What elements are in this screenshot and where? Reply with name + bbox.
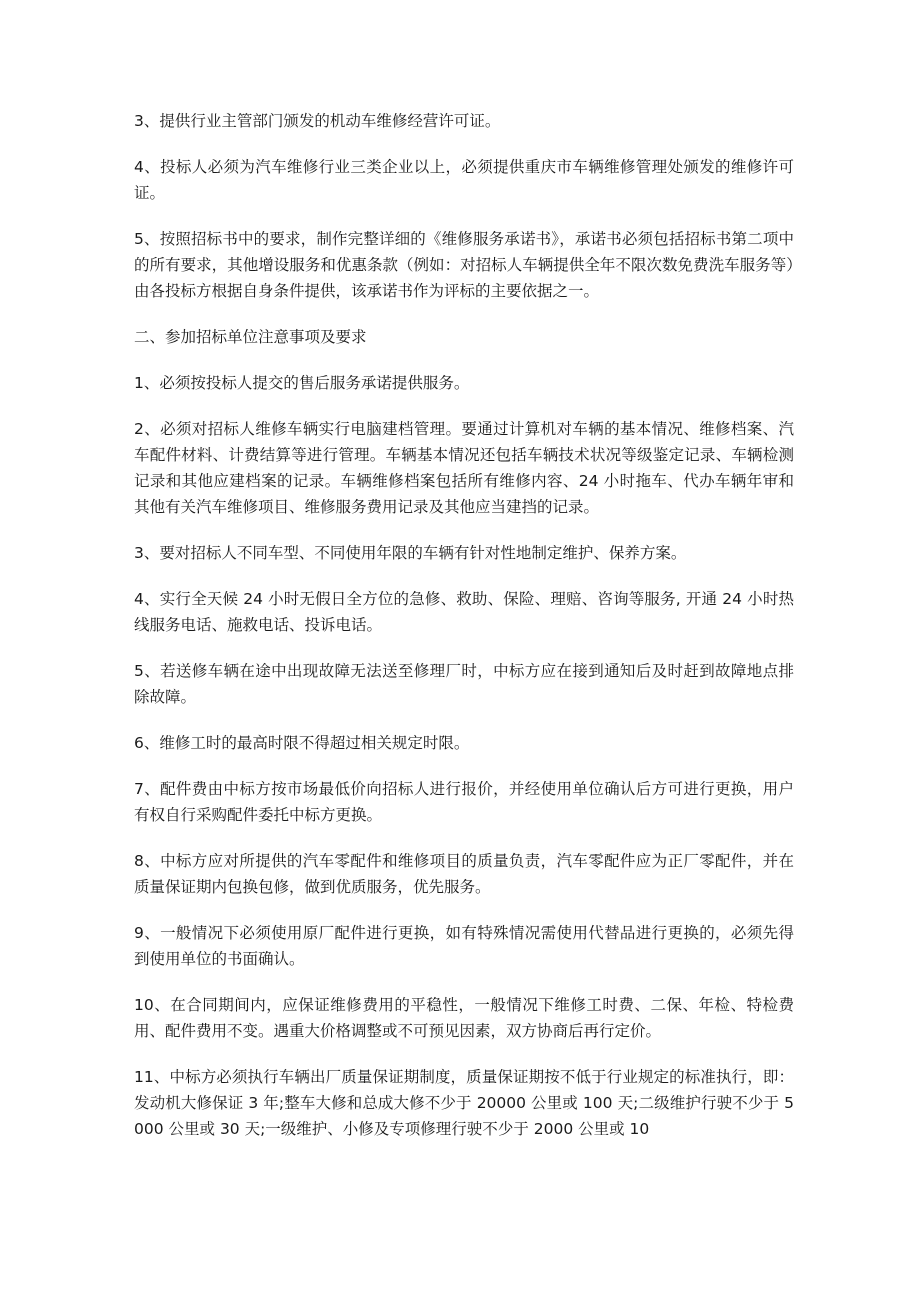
paragraph-item-2: 2、必须对招标人维修车辆实行电脑建档管理。要通过计算机对车辆的基本情况、维修档案、汽车配件材料、计费结算等进行管理。车辆基本情况还包括车辆技术状况等级鉴定记录、车辆检测记录和其他应建档案的记录。车辆维修档案包括所有维修内容、24 小时拖车、代办车辆年审和其他有关汽车维修项目、维修服务费用记录及其他应当建挡的记录。 — [134, 420, 794, 516]
paragraph-item-4: 4、实行全天候 24 小时无假日全方位的急修、救助、保险、理赔、咨询等服务, 开通 24 小时热线服务电话、施救电话、投诉电话。 — [134, 590, 794, 634]
paragraph-item-6: 6、维修工时的最高时限不得超过相关规定时限。 — [134, 734, 470, 752]
paragraph-item-11: 11、中标方必须执行车辆出厂质量保证期制度，质量保证期按不低于行业规定的标准执行，即：发动机大修保证 3 年;整车大修和总成大修不少于 20000 公里或 100 天;二级维护行驶不少于 5000 公里或 30 天;一级维护、小修及专项修理行驶不少于 2000 公里或 10 — [134, 1068, 794, 1138]
document-body — [134, 108, 794, 1162]
paragraph-item-5: 5、若送修车辆在途中出现故障无法送至修理厂时，中标方应在接到通知后及时赶到故障地点排除故障。 — [134, 662, 794, 706]
paragraph-item-8: 8、中标方应对所提供的汽车零配件和维修项目的质量负责，汽车零配件应为正厂零配件，并在质量保证期内包换包修，做到优质服务，优先服务。 — [134, 852, 794, 896]
section-heading: 二、参加招标单位注意事项及要求 — [134, 328, 367, 346]
paragraph-req-4: 4、投标人必须为汽车维修行业三类企业以上，必须提供重庆市车辆维修管理处颁发的维修许可证。 — [134, 158, 794, 202]
paragraph-item-3: 3、要对招标人不同车型、不同使用年限的车辆有针对性地制定维护、保养方案。 — [134, 544, 687, 562]
paragraph-item-1: 1、必须按投标人提交的售后服务承诺提供服务。 — [134, 374, 470, 392]
paragraph-req-5: 5、按照招标书中的要求，制作完整详细的《维修服务承诺书》，承诺书必须包括招标书第二项中的所有要求，其他增设服务和优惠条款（例如：对招标人车辆提供全年不限次数免费洗车服务等）由各投标方根据自身条件提供，该承诺书作为评标的主要依据之一。 — [134, 230, 794, 300]
paragraph-req-3: 3、提供行业主管部门颁发的机动车维修经营许可证。 — [134, 112, 501, 130]
paragraph-item-9: 9、一般情况下必须使用原厂配件进行更换，如有特殊情况需使用代替品进行更换的，必须先得到使用单位的书面确认。 — [134, 924, 794, 968]
paragraph-item-7: 7、配件费由中标方按市场最低价向招标人进行报价，并经使用单位确认后方可进行更换，用户有权自行采购配件委托中标方更换。 — [134, 780, 794, 824]
paragraph-item-10: 10、在合同期间内，应保证维修费用的平稳性，一般情况下维修工时费、二保、年检、特检费用、配件费用不变。遇重大价格调整或不可预见因素，双方协商后再行定价。 — [134, 996, 794, 1040]
